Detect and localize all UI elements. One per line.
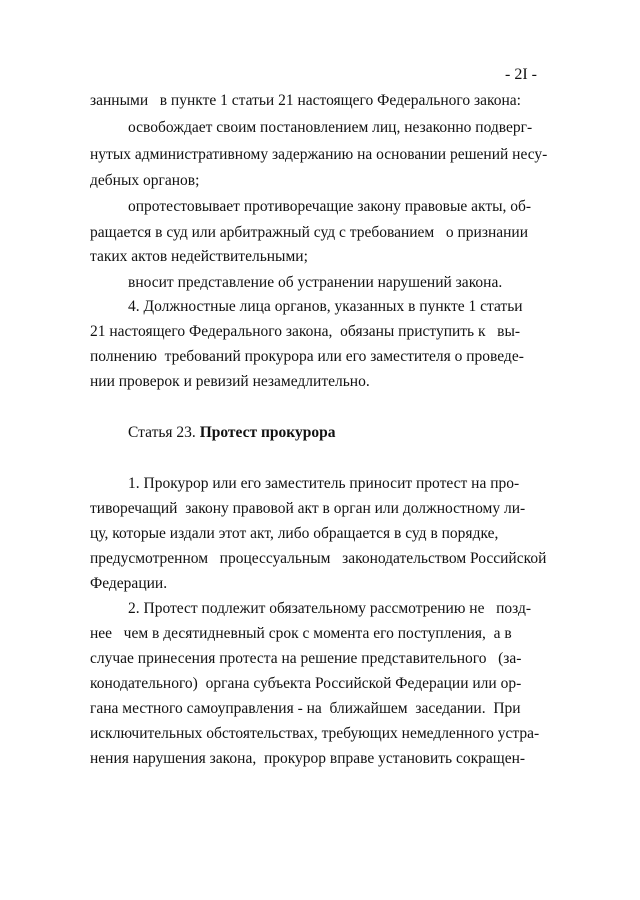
article-heading (128, 423, 335, 443)
text-line: дебных органов; (90, 172, 200, 189)
text-line: опротестовывает противоречащие закону правовые акты, об- (128, 198, 532, 215)
page-number: - 2I - (505, 66, 537, 83)
text-line: гана местного самоуправления - на ближайшем заседании. При (90, 700, 521, 717)
text-line: тиворечащий закону правовой акт в орган или должностному ли- (90, 500, 526, 517)
text-line: нутых административному задержанию на основании решений несу- (90, 146, 548, 163)
text-line: Федерации. (90, 575, 168, 592)
text-line: случае принесения протеста на решение представительного (за- (90, 650, 522, 667)
text-line: занными в пункте 1 статьи 21 настоящего Федерального закона: (90, 92, 521, 109)
text-line: цу, которые издали этот акт, либо обращается в суд в порядке, (90, 525, 499, 542)
article-title: Протест прокурора (199, 424, 336, 441)
text-line: 21 настоящего Федерального закона, обязаны приступить к вы- (90, 323, 521, 340)
text-line: предусмотренном процессуальным законодательством Российской (90, 550, 547, 567)
text-line: нения нарушения закона, прокурор вправе установить сокращен- (90, 750, 526, 767)
text-line: полнению требований прокурора или его заместителя о проведе- (90, 348, 524, 365)
text-line: нее чем в десятидневный срок с момента его поступления, а в (90, 625, 512, 642)
article-label: Статья 23. (128, 424, 196, 441)
text-line: нии проверок и ревизий незамедлительно. (90, 373, 370, 390)
text-line: исключительных обстоятельствах, требующих немедленного устра- (90, 725, 540, 742)
text-line: конодательного) органа субъекта Российской Федерации или ор- (90, 675, 522, 692)
text-line: 1. Прокурор или его заместитель приносит протест на про- (128, 475, 520, 492)
text-line: 4. Должностные лица органов, указанных в пункте 1 статьи (128, 298, 523, 315)
text-line: освобождает своим постановлением лиц, незаконно подверг- (128, 119, 533, 136)
text-line: вносит представление об устранении нарушений закона. (128, 274, 503, 291)
text-line: 2. Протест подлежит обязательному рассмотрению не позд- (128, 600, 532, 617)
text-line: таких актов недействительными; (90, 248, 308, 265)
text-line: ращается в суд или арбитражный суд с требованием о признании (90, 224, 529, 241)
